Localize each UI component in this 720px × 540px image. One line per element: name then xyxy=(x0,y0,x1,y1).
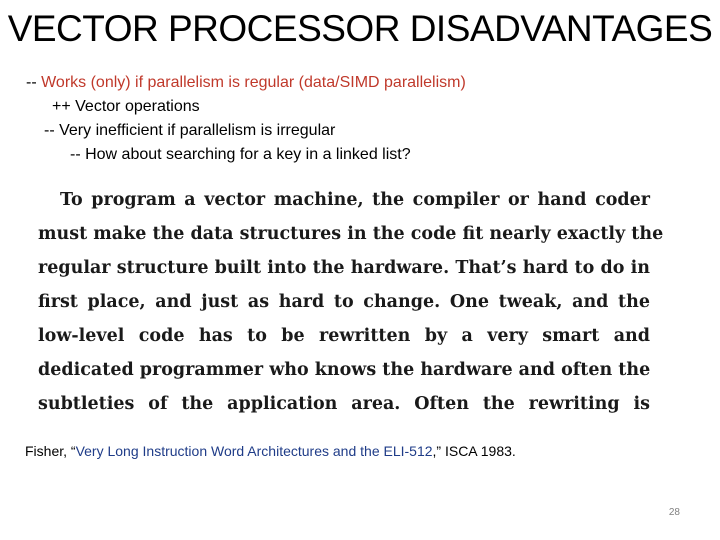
citation-author: Fisher, “ xyxy=(25,443,76,459)
bullet-prefix: -- xyxy=(26,74,42,91)
citation-link[interactable]: Very Long Instruction Word Architectures and the ELI-512 xyxy=(75,443,433,459)
citation xyxy=(25,443,516,459)
slide-title: VECTOR PROCESSOR DISADVANTAGES xyxy=(7,8,713,49)
quote-line: low-level code has to be rewritten by a very smart and xyxy=(38,326,650,346)
bullet-item xyxy=(44,122,335,140)
page-number: 28 xyxy=(668,507,680,518)
quote-line: regular structure built into the hardware. That’s hard to do in xyxy=(38,258,650,278)
quote-line: first place, and just as hard to change. One tweak, and the xyxy=(38,292,650,312)
quote-line: must make the data structures in the code fit nearly exactly the xyxy=(38,224,664,244)
bullet-item xyxy=(26,74,466,92)
bullet-item xyxy=(70,146,411,164)
bullet-text: Works (only) if parallelism is regular (data/SIMD parallelism) xyxy=(41,74,466,91)
quote-line: dedicated programmer who knows the hardware and often the xyxy=(38,360,651,380)
quote-line: To program a vector machine, the compiler or hand coder xyxy=(60,190,650,210)
bullet-text: -- Very inefficient if parallelism is irregular xyxy=(44,122,336,139)
bullet-text: -- How about searching for a key in a linked list? xyxy=(70,146,411,163)
quote-line: subtleties of the application area. Often the rewriting is xyxy=(38,394,650,414)
quote-block xyxy=(38,183,664,421)
citation-venue: ,” ISCA 1983. xyxy=(432,443,516,459)
bullet-text: ++ Vector operations xyxy=(52,98,200,115)
bullet-item xyxy=(52,98,200,116)
